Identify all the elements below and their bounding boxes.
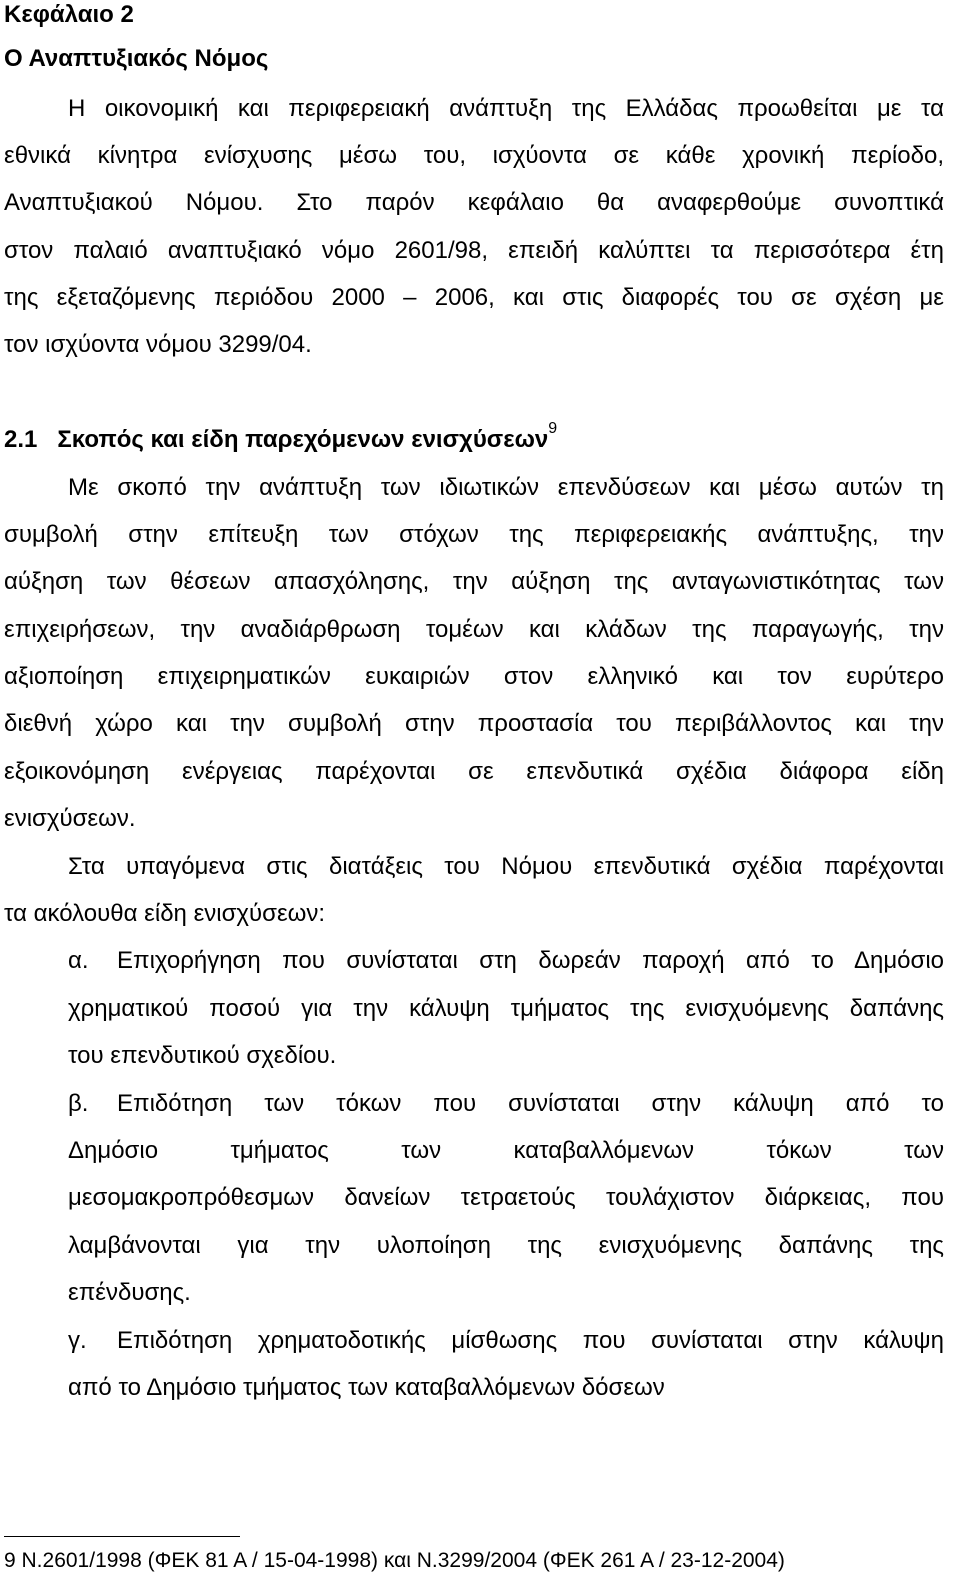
list-marker: α. [68, 947, 89, 974]
para1-line: αύξηση των θέσεων απασχόλησης, την αύξηση της ανταγωνιστικότητας των [4, 568, 944, 595]
list-item-line: του επενδυτικού σχεδίου. [68, 1042, 337, 1069]
para1-line: συμβολή στην επίτευξη των στόχων της περιφερειακής ανάπτυξης, την [4, 521, 944, 548]
list-item-line: μεσομακροπρόθεσμων δανείων τετραετούς τουλάχιστον διάρκειας, που [68, 1184, 944, 1211]
chapter-label: Κεφάλαιο 2 [4, 1, 134, 28]
para1-line: επιχειρήσεων, την αναδιάρθρωση τομέων και κλάδων της παραγωγής, την [4, 616, 944, 643]
list-item-line: Δημόσιο τμήματος των καταβαλλόμενων τόκων των [68, 1137, 944, 1164]
para1-line: αξιοποίηση επιχειρηματικών ευκαιριών στον ελληνικό και τον ευρύτερο [4, 663, 944, 690]
intro-line: Αναπτυξιακού Νόμου. Στο παρόν κεφάλαιο θα αναφερθούμε συνοπτικά [4, 189, 944, 216]
footnote-ref: 9 [548, 420, 558, 437]
list-item-line: από το Δημόσιο τμήματος των καταβαλλόμενων δόσεων [68, 1374, 665, 1401]
intro-line: της εξεταζόμενης περιόδου 2000 – 2006, και στις διαφορές του σε σχέση με [4, 284, 944, 311]
intro-line: τον ισχύοντα νόμου 3299/04. [4, 331, 312, 358]
para1-line: εξοικονόμηση ενέργειας παρέχονται σε επενδυτικά σχέδια διάφορα είδη [4, 758, 944, 785]
list-marker: γ. [68, 1327, 87, 1354]
para1-line: Με σκοπό την ανάπτυξη των ιδιωτικών επενδύσεων και μέσω αυτών τη [68, 474, 944, 501]
para2-line: Στα υπαγόμενα στις διατάξεις του Νόμου επενδυτικά σχέδια παρέχονται [68, 853, 944, 880]
list-item-line: Επιδότηση των τόκων που συνίσταται στην κάλυψη από το [117, 1090, 944, 1117]
section-title: Σκοπός και είδη παρεχόμενων ενισχύσεων [57, 426, 549, 453]
intro-line: στον παλαιό αναπτυξιακό νόμο 2601/98, επειδή καλύπτει τα περισσότερα έτη [4, 237, 944, 264]
para1-line: διεθνή χώρο και την συμβολή στην προστασία του περιβάλλοντος και την [4, 710, 944, 737]
list-marker: β. [68, 1090, 89, 1117]
section-number: 2.1 [4, 426, 38, 453]
section-heading [4, 420, 558, 458]
intro-line: εθνικά κίνητρα ενίσχυσης μέσω του, ισχύοντα σε κάθε χρονική περίοδο, [4, 142, 944, 169]
footnote-separator [4, 1536, 240, 1537]
list-item-line [117, 946, 944, 976]
list-item-text: Επιχορήγηση που συνίσταται στη δωρεάν παροχή από το Δημόσιο [117, 947, 944, 974]
chapter-title: Ο Αναπτυξιακός Νόμος [4, 45, 269, 72]
list-item-line: επένδυσης. [68, 1279, 191, 1306]
para1-line: ενισχύσεων. [4, 805, 136, 832]
list-item-line: λαμβάνονται για την υλοποίηση της ενισχυόμενης δαπάνης της [68, 1232, 944, 1259]
list-item-line: χρηματικού ποσού για την κάλυψη τμήματος της ενισχυόμενης δαπάνης [68, 995, 944, 1022]
para2-line: τα ακόλουθα είδη ενισχύσεων: [4, 900, 326, 927]
list-item-line: Επιδότηση χρηματοδοτικής μίσθωσης που συνίσταται στην κάλυψη [117, 1327, 944, 1354]
intro-line: Η οικονομική και περιφερειακή ανάπτυξη της Ελλάδας προωθείται με τα [68, 95, 944, 122]
footnote-text: 9 Ν.2601/1998 (ΦΕΚ 81 Α / 15-04-1998) και Ν.3299/2004 (ΦΕΚ 261 Α / 23-12-2004) [4, 1549, 785, 1572]
